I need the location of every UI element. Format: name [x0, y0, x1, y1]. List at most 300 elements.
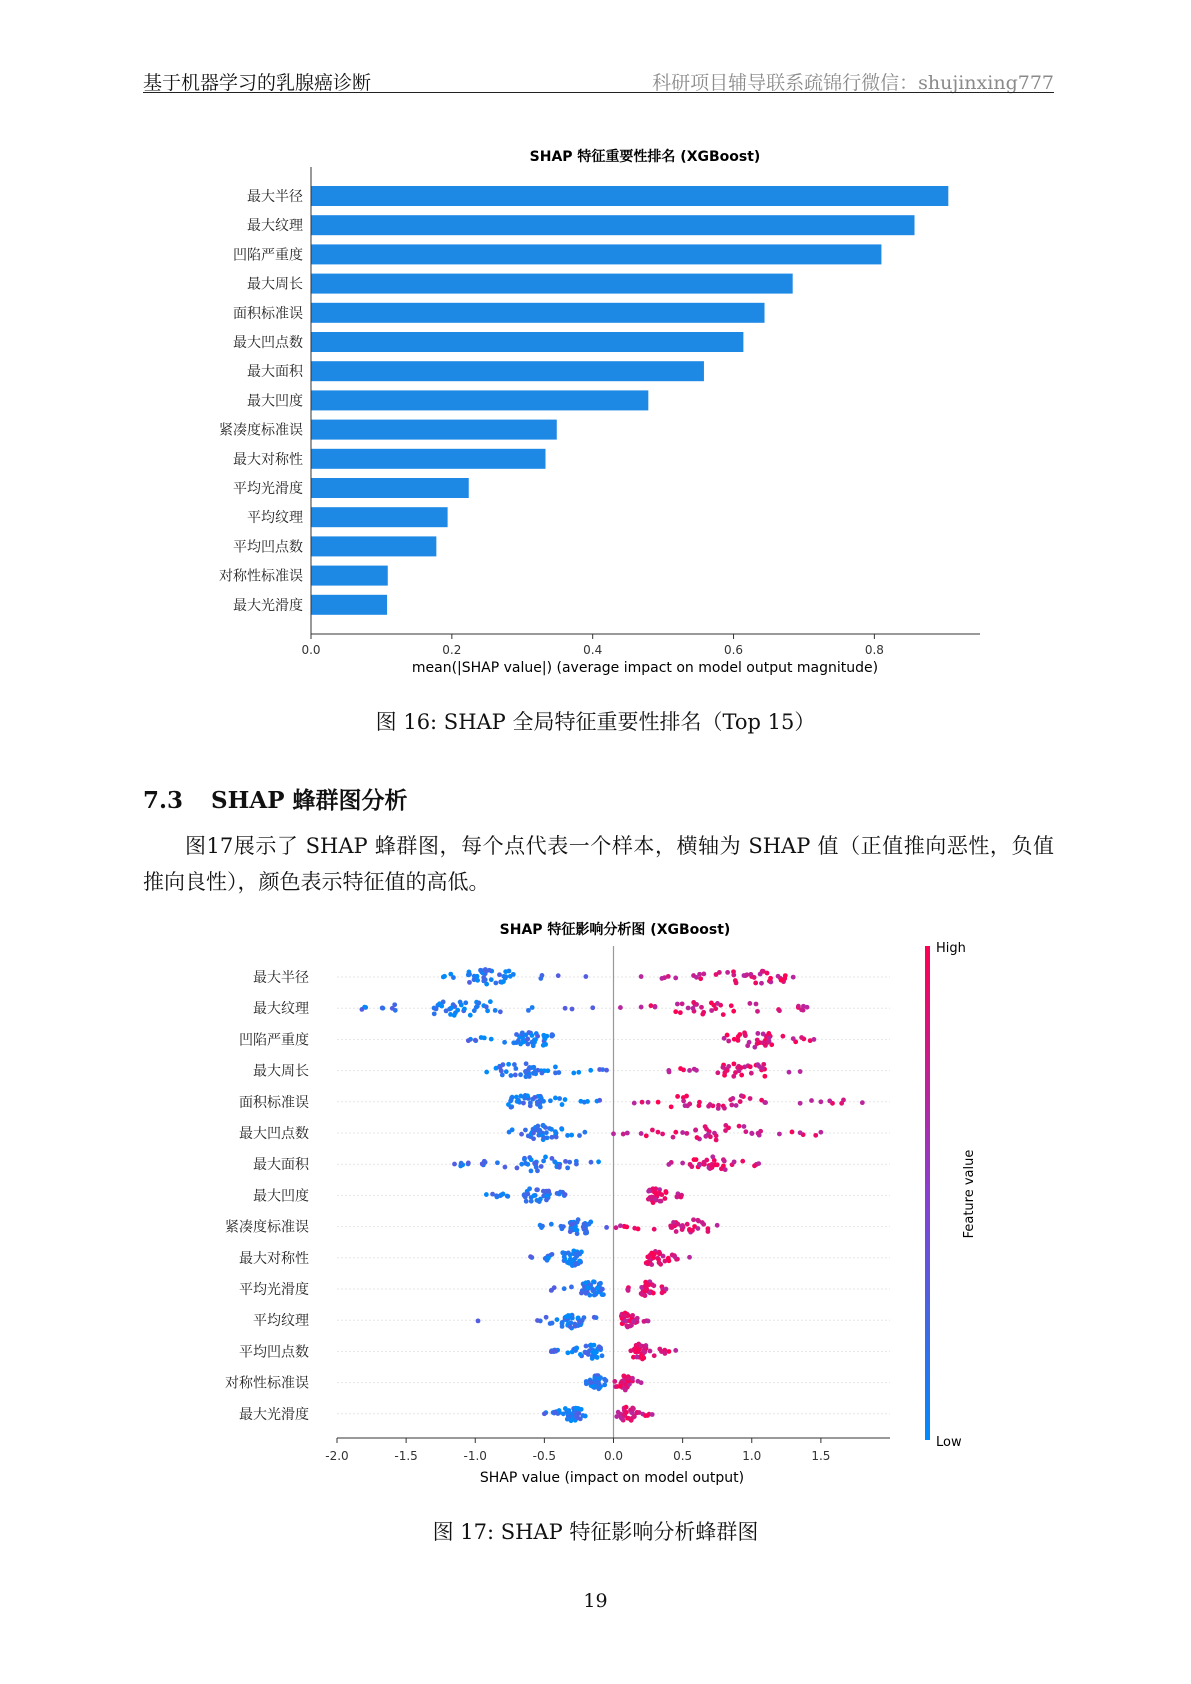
- shap-point: [633, 1346, 638, 1351]
- shap-point: [663, 1351, 668, 1356]
- shap-point: [549, 1349, 554, 1354]
- shap-point: [544, 1130, 549, 1135]
- shap-point: [556, 973, 561, 978]
- shap-point: [380, 1006, 385, 1011]
- shap-point: [663, 1259, 668, 1264]
- shap-point: [472, 977, 477, 982]
- bar: [311, 390, 648, 410]
- shap-point: [708, 1134, 713, 1139]
- shap-point: [568, 1320, 573, 1325]
- shap-point: [759, 981, 764, 986]
- shap-point: [484, 1070, 489, 1075]
- shap-point: [539, 1071, 544, 1076]
- x-tick-label: 0.4: [583, 643, 603, 657]
- shap-point: [500, 1073, 505, 1078]
- colorbar: [925, 946, 930, 1440]
- shap-point: [620, 1417, 625, 1422]
- shap-point: [585, 1099, 590, 1104]
- shap-point: [630, 1313, 635, 1318]
- shap-point: [546, 1256, 551, 1261]
- shap-point: [468, 1013, 473, 1018]
- shap-point: [716, 1103, 721, 1108]
- shap-point: [713, 1006, 718, 1011]
- shap-point: [548, 1098, 553, 1103]
- shap-point: [533, 1069, 538, 1074]
- shap-point: [535, 1318, 540, 1323]
- shap-point: [476, 1318, 481, 1323]
- bar: [311, 566, 388, 586]
- bar: [311, 507, 448, 527]
- shap-point: [693, 1128, 698, 1133]
- shap-point: [463, 1000, 468, 1005]
- shap-point: [666, 974, 671, 979]
- shap-point: [554, 1135, 559, 1140]
- shap-point: [684, 1094, 689, 1099]
- shap-point: [691, 1217, 696, 1222]
- shap-point: [701, 972, 706, 977]
- shap-point: [501, 1192, 506, 1197]
- running-header-contact: 科研项目辅导联系疏锦行微信：shujinxing777: [652, 72, 1054, 94]
- shap-point: [483, 969, 488, 974]
- shap-point: [531, 1043, 536, 1048]
- shap-point: [565, 1417, 570, 1422]
- shap-point: [481, 975, 486, 980]
- running-header-title: 基于机器学习的乳腺癌诊断: [143, 72, 372, 94]
- shap-point: [664, 1190, 669, 1195]
- bar: [311, 303, 765, 323]
- y-tick-label: 对称性标准误: [219, 568, 303, 585]
- shap-point: [538, 1105, 543, 1110]
- y-tick-label: 紧凑度标准误: [219, 422, 303, 439]
- shap-point: [519, 1162, 524, 1167]
- shap-point: [714, 972, 719, 977]
- shap-point: [722, 1106, 727, 1111]
- shap-point: [501, 979, 506, 984]
- shap-point: [720, 1065, 725, 1070]
- shap-point: [550, 1033, 555, 1038]
- shap-point: [680, 1161, 685, 1166]
- feature-label: 紧凑度标准误: [225, 1219, 309, 1236]
- x-tick-label: -2.0: [325, 1449, 349, 1463]
- shap-point: [567, 1160, 572, 1165]
- bar: [311, 361, 704, 381]
- shap-point: [754, 1002, 759, 1007]
- shap-point: [695, 1135, 700, 1140]
- shap-point: [524, 1061, 529, 1066]
- shap-point: [557, 1164, 562, 1169]
- shap-point: [518, 1072, 523, 1077]
- y-tick-label: 最大半径: [247, 189, 303, 205]
- shap-point: [553, 1349, 558, 1354]
- shap-point: [570, 1007, 575, 1012]
- shap-point: [738, 1099, 743, 1104]
- shap-point: [729, 1003, 734, 1008]
- shap-beeswarm-chart: [0, 900, 1191, 1500]
- section-title-text: SHAP 蜂群图分析: [211, 787, 408, 814]
- shap-point: [514, 1032, 519, 1037]
- shap-point: [604, 1378, 609, 1383]
- shap-point: [434, 1007, 439, 1012]
- shap-point: [583, 1280, 588, 1285]
- shap-point: [624, 1323, 629, 1328]
- shap-point: [503, 969, 508, 974]
- shap-point: [739, 1073, 744, 1078]
- shap-point: [781, 1034, 786, 1039]
- shap-point: [506, 1062, 511, 1067]
- shap-point: [488, 999, 493, 1004]
- shap-point: [646, 1189, 651, 1194]
- shap-point: [762, 1074, 767, 1079]
- shap-point: [546, 1189, 551, 1194]
- shap-point: [766, 1031, 771, 1036]
- shap-point: [646, 1100, 651, 1105]
- shap-point: [725, 970, 730, 975]
- shap-point: [530, 1005, 535, 1010]
- shap-point: [639, 1380, 644, 1385]
- shap-point: [521, 1040, 526, 1045]
- shap-point: [452, 1162, 457, 1167]
- shap-point: [523, 1128, 528, 1133]
- shap-point: [542, 1135, 547, 1140]
- shap-point: [544, 1315, 549, 1320]
- shap-point: [630, 1376, 635, 1381]
- x-axis-label: mean(|SHAP value|) (average impact on model output magnitude): [411, 660, 879, 676]
- bar: [311, 186, 948, 206]
- shap-point: [635, 1316, 640, 1321]
- shap-point: [604, 1068, 609, 1073]
- shap-point: [514, 1040, 519, 1045]
- figure-16-caption: 图 16: SHAP 全局特征重要性排名（Top 15）: [375, 710, 816, 734]
- shap-point: [768, 976, 773, 981]
- shap-point: [714, 1133, 719, 1138]
- shap-point: [532, 1095, 537, 1100]
- bar: [311, 595, 387, 615]
- feature-label: 最大周长: [253, 1063, 309, 1080]
- y-tick-label: 最大凹度: [247, 393, 303, 410]
- shap-point: [673, 1348, 678, 1353]
- y-tick-label: 平均纹理: [247, 510, 303, 527]
- shap-point: [732, 1037, 737, 1042]
- x-tick-label: 0.2: [442, 643, 462, 657]
- shap-point: [560, 1102, 565, 1107]
- shap-point: [540, 973, 545, 978]
- shap-point: [641, 1356, 646, 1361]
- shap-point: [549, 1135, 554, 1140]
- shap-point: [715, 1223, 720, 1228]
- shap-point: [478, 968, 483, 973]
- shap-point: [776, 974, 781, 979]
- shap-point: [687, 1101, 692, 1106]
- shap-point: [653, 1005, 658, 1010]
- shap-point: [737, 1068, 742, 1073]
- shap-point: [679, 1224, 684, 1229]
- shap-point: [595, 1355, 600, 1360]
- shap-point: [569, 1285, 574, 1290]
- shap-point: [521, 1101, 526, 1106]
- shap-point: [621, 1132, 626, 1137]
- shap-point: [529, 1157, 534, 1162]
- shap-point: [515, 1166, 520, 1171]
- feature-label: 最大凹点数: [239, 1126, 309, 1142]
- shap-point: [697, 1100, 702, 1105]
- shap-point: [576, 1323, 581, 1328]
- shap-point: [756, 1161, 761, 1166]
- shap-point: [573, 1252, 578, 1257]
- shap-point: [634, 1355, 639, 1360]
- shap-point: [652, 1227, 657, 1232]
- shap-point: [509, 1073, 514, 1078]
- shap-point: [549, 1127, 554, 1132]
- shap-point: [721, 1012, 726, 1017]
- shap-point: [703, 1124, 708, 1129]
- shap-point: [565, 1350, 570, 1355]
- shap-point: [678, 1066, 683, 1071]
- shap-point: [666, 1068, 671, 1073]
- shap-point: [543, 1036, 548, 1041]
- shap-point: [520, 1030, 525, 1035]
- shap-point: [739, 1093, 744, 1098]
- shap-point: [730, 1096, 735, 1101]
- shap-point: [535, 1187, 540, 1192]
- shap-point: [790, 1130, 795, 1135]
- shap-importance-bar-chart: [0, 0, 1191, 700]
- shap-point: [574, 1159, 579, 1164]
- shap-point: [626, 1288, 631, 1293]
- shap-point: [762, 1041, 767, 1046]
- shap-point: [763, 1100, 768, 1105]
- shap-point: [462, 1007, 467, 1012]
- shap-point: [489, 977, 494, 982]
- shap-point: [474, 1005, 479, 1010]
- shap-point: [574, 1346, 579, 1351]
- shap-point: [791, 975, 796, 980]
- shap-point: [536, 1128, 541, 1133]
- shap-point: [618, 1223, 623, 1228]
- shap-point: [647, 1282, 652, 1287]
- shap-point: [583, 1231, 588, 1236]
- shap-point: [541, 1123, 546, 1128]
- shap-point: [549, 1222, 554, 1227]
- shap-point: [697, 1163, 702, 1168]
- shap-point: [573, 1227, 578, 1232]
- bar: [311, 536, 436, 556]
- shap-point: [533, 1037, 538, 1042]
- shap-point: [658, 1262, 663, 1267]
- shap-point: [715, 1070, 720, 1075]
- shap-point: [489, 1037, 494, 1042]
- shap-point: [600, 1353, 605, 1358]
- bar: [311, 244, 881, 264]
- shap-point: [860, 1100, 865, 1105]
- shap-point: [512, 1062, 517, 1067]
- shap-point: [642, 1319, 647, 1324]
- shap-point: [649, 1262, 654, 1267]
- shap-point: [480, 1161, 485, 1166]
- shap-point: [649, 1251, 654, 1256]
- shap-point: [504, 1069, 509, 1074]
- shap-point: [827, 1099, 832, 1104]
- shap-point: [729, 1103, 734, 1108]
- shap-point: [588, 1380, 593, 1385]
- shap-point: [755, 1062, 760, 1067]
- shap-point: [528, 1254, 533, 1259]
- shap-point: [584, 1379, 589, 1384]
- shap-point: [648, 1349, 653, 1354]
- shap-point: [495, 1160, 500, 1165]
- shap-point: [660, 1132, 665, 1137]
- shap-point: [570, 1258, 575, 1263]
- shap-point: [688, 1162, 693, 1167]
- x-tick-label: 1.5: [811, 1449, 831, 1463]
- section-number: 7.3: [143, 787, 184, 814]
- shap-point: [529, 1033, 534, 1038]
- shap-point: [641, 1344, 646, 1349]
- shap-point: [584, 1291, 589, 1296]
- shap-point: [591, 1279, 596, 1284]
- shap-point: [596, 1159, 601, 1164]
- shap-point: [484, 1004, 489, 1009]
- shap-point: [791, 1036, 796, 1041]
- shap-point: [589, 1343, 594, 1348]
- shap-point: [467, 972, 472, 977]
- shap-point: [561, 1411, 566, 1416]
- bar: [311, 478, 469, 498]
- shap-point: [570, 1350, 575, 1355]
- y-tick-label: 最大纹理: [247, 218, 303, 235]
- shap-point: [573, 1406, 578, 1411]
- shap-point: [761, 1032, 766, 1037]
- shap-point: [680, 1001, 685, 1006]
- shap-point: [699, 1005, 704, 1010]
- shap-point: [541, 1189, 546, 1194]
- x-tick-label: -1.0: [463, 1449, 487, 1463]
- shap-point: [801, 1008, 806, 1013]
- shap-point: [700, 1012, 705, 1017]
- shap-point: [612, 1379, 617, 1384]
- shap-point: [582, 1130, 587, 1135]
- shap-point: [686, 1006, 691, 1011]
- shap-point: [467, 980, 472, 985]
- shap-point: [529, 1168, 534, 1173]
- shap-point: [498, 1065, 503, 1070]
- shap-point: [621, 1374, 626, 1379]
- x-tick-label: -1.5: [394, 1449, 418, 1463]
- shap-point: [715, 1162, 720, 1167]
- shap-point: [439, 1004, 444, 1009]
- y-tick-label: 最大对称性: [233, 451, 303, 468]
- shap-point: [522, 1193, 527, 1198]
- shap-point: [644, 1133, 649, 1138]
- shap-point: [466, 1161, 471, 1166]
- shap-point: [571, 1071, 576, 1076]
- shap-point: [597, 1344, 602, 1349]
- shap-point: [722, 1159, 727, 1164]
- y-tick-label: 面积标准误: [233, 305, 303, 322]
- shap-point: [524, 1199, 529, 1204]
- shap-point: [755, 1031, 760, 1036]
- shap-point: [442, 974, 447, 979]
- shap-point: [651, 1255, 656, 1260]
- shap-point: [675, 1194, 680, 1199]
- colorbar-high-label: High: [936, 941, 966, 956]
- shap-point: [698, 976, 703, 981]
- x-tick-label: 1.0: [742, 1449, 762, 1463]
- shap-point: [705, 1229, 710, 1234]
- shap-point: [590, 1005, 595, 1010]
- shap-point: [743, 1129, 748, 1134]
- shap-point: [583, 974, 588, 979]
- shap-point: [799, 1035, 804, 1040]
- shap-point: [548, 1321, 553, 1326]
- shap-point: [809, 1098, 814, 1103]
- shap-point: [511, 972, 516, 977]
- shap-point: [726, 1039, 731, 1044]
- shap-point: [555, 1317, 560, 1322]
- shap-point: [756, 1131, 761, 1136]
- page-number: 19: [583, 1590, 608, 1612]
- y-tick-label: 最大周长: [247, 276, 303, 293]
- chart-title: SHAP 特征重要性排名 (XGBoost): [529, 149, 761, 165]
- shap-point: [564, 1314, 569, 1319]
- shap-point: [731, 1009, 736, 1014]
- shap-point: [714, 1138, 719, 1143]
- feature-label: 凹陷严重度: [239, 1032, 309, 1049]
- shap-point: [645, 1254, 650, 1259]
- shap-point: [597, 1067, 602, 1072]
- shap-point: [731, 973, 736, 978]
- shap-point: [723, 1167, 728, 1172]
- shap-point: [552, 1410, 557, 1415]
- shap-point: [657, 1347, 662, 1352]
- figure-17-caption: 图 17: SHAP 特征影响分析蜂群图: [432, 1520, 759, 1544]
- shap-point: [812, 1037, 817, 1042]
- feature-label: 面积标准误: [239, 1094, 309, 1111]
- shap-point: [549, 1288, 554, 1293]
- shap-point: [577, 1133, 582, 1138]
- shap-point: [604, 1225, 609, 1230]
- shap-point: [777, 1132, 782, 1137]
- shap-point: [552, 1159, 557, 1164]
- shap-point: [576, 1315, 581, 1320]
- bar: [311, 449, 546, 469]
- shap-point: [519, 1132, 524, 1137]
- shap-point: [651, 1291, 656, 1296]
- feature-label: 最大凹度: [253, 1188, 309, 1205]
- y-tick-label: 最大光滑度: [233, 597, 303, 614]
- shap-point: [685, 1222, 690, 1227]
- shap-point: [544, 1198, 549, 1203]
- shap-point: [657, 1190, 662, 1195]
- shap-point: [653, 1197, 658, 1202]
- shap-point: [476, 1001, 481, 1006]
- shap-point: [473, 1038, 478, 1043]
- shap-point: [577, 1259, 582, 1264]
- shap-point: [449, 1005, 454, 1010]
- shap-point: [563, 1159, 568, 1164]
- shap-point: [818, 1130, 823, 1135]
- shap-point: [737, 1124, 742, 1129]
- feature-label: 对称性标准误: [225, 1375, 309, 1392]
- shap-point: [752, 975, 757, 980]
- shap-point: [755, 1038, 760, 1043]
- shap-point: [798, 1130, 803, 1135]
- chart-title: SHAP 特征影响分析图 (XGBoost): [499, 922, 731, 938]
- shap-point: [709, 1001, 714, 1006]
- shap-point: [734, 1103, 739, 1108]
- shap-point: [533, 1160, 538, 1165]
- shap-point: [680, 1130, 685, 1135]
- shap-point: [753, 981, 758, 986]
